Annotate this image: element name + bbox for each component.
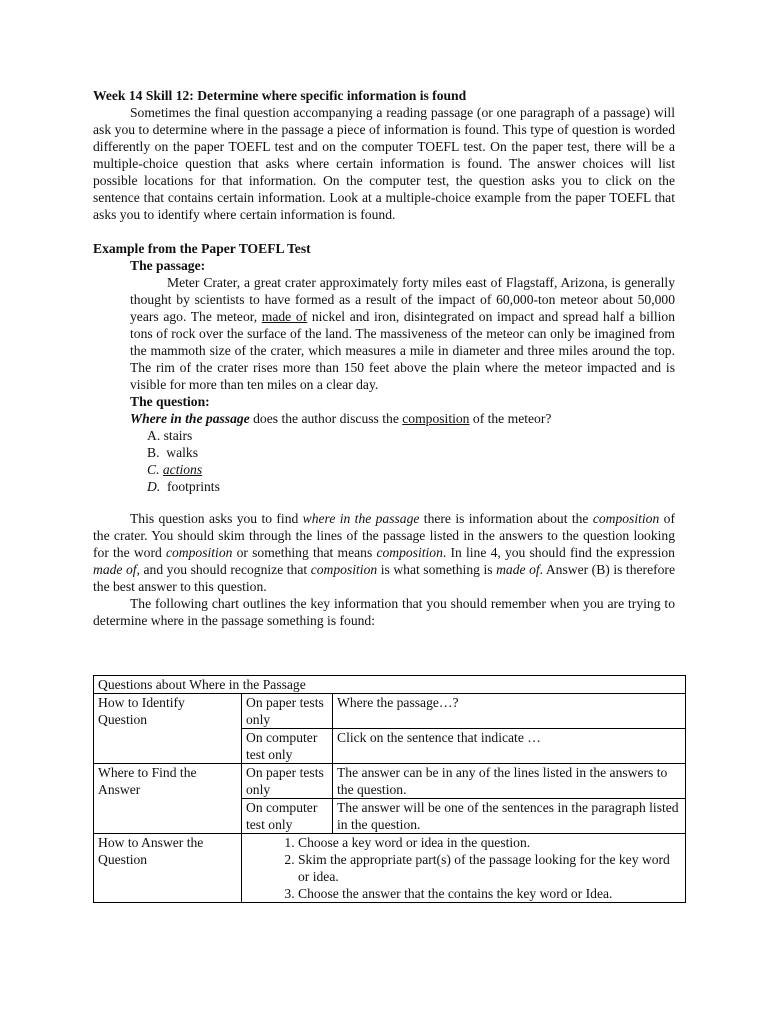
row-label-answer: How to Answer the Question	[94, 834, 242, 903]
table-row	[94, 764, 686, 799]
question-label: The question:	[130, 394, 210, 409]
passage-before: Meter Crater, a great crater approximately forty miles east of Flagstaff, Arizona, is generally thought by scientists to have formed as a result of the impact of 60,000-ton meteor about 50,000 years ago. The meteor,	[130, 275, 675, 324]
row-label-identify: How to Identify Question	[94, 694, 242, 764]
passage-underlined: made of	[261, 309, 308, 324]
info-cell: The answer will be one of the sentences in the paragraph listed in the question.	[333, 799, 686, 834]
choice-b: B. walks	[147, 445, 198, 460]
question-mid: does the author discuss the	[253, 411, 399, 426]
list-item: 3. Choose the answer that the contains the key word or Idea.	[298, 885, 681, 902]
document-page	[93, 87, 675, 629]
question-text	[130, 410, 675, 427]
question-emph: Where in the passage	[130, 411, 250, 426]
question-underlined: composition	[402, 411, 470, 426]
table-row	[94, 834, 686, 903]
table-row	[94, 694, 686, 729]
chart-header-row	[94, 676, 686, 694]
key-info-chart	[93, 675, 686, 903]
passage-text	[130, 274, 675, 393]
chart-header: Questions about Where in the Passage	[94, 676, 686, 694]
answer-steps	[246, 834, 681, 902]
intro-paragraph: Sometimes the final question accompanying a reading passage (or one paragraph of a passage) will ask you to determine where in the passage a piece of information is found. This type of question is worded differently on the paper TOEFL test and on the computer TOEFL test. On the paper test, there will be a multiple-choice question that asks where certain information is found. The answer choices will list possible locations for that information. On the computer test, the question asks you to click on the sentence that contains certain information. Look at a multiple-choice example from the paper TOEFL that asks you to identify where certain information is found.	[93, 105, 675, 222]
passage-label: The passage:	[130, 258, 206, 273]
example-block	[93, 257, 675, 427]
steps-cell	[242, 834, 686, 903]
passage-after: nickel and iron, disintegrated on impact and spread half a billion tons of rock over the surface of the land. The massiveness of the meteor can only be imagined from the mammoth size of the crater, which measures a mile in diameter and three miles around the top. The rim of the crater rises more than 150 feet above the plain where the meteor impacted and is visible for more than ten miles on a clear day.	[130, 309, 675, 392]
answer-choices	[93, 427, 675, 495]
list-item: 2. Skim the appropriate part(s) of the passage looking for the key word or idea.	[298, 851, 681, 885]
choice-c: C. actions	[147, 462, 203, 477]
info-cell: The answer can be in any of the lines listed in the answers to the question.	[333, 764, 686, 799]
row-label-find: Where to Find the Answer	[94, 764, 242, 834]
explanation-paragraph: This question asks you to find where in the passage there is information about the composition of the crater. You should skim through the lines of the passage listed in the answers to the question looking for the word composition or something that means composition. In line 4, you should find the expression made of, and you should recognize that composition is what something is made of. Answer (B) is therefore the best answer to this question.	[93, 511, 675, 594]
example-heading: Example from the Paper TOEFL Test	[93, 241, 311, 256]
mode-cell: On computer test only	[242, 729, 333, 764]
choice-d: D. footprints	[147, 479, 220, 494]
mode-cell: On paper tests only	[242, 764, 333, 799]
mode-cell: On computer test only	[242, 799, 333, 834]
info-cell: Click on the sentence that indicate …	[333, 729, 686, 764]
choice-a: A. stairs	[147, 428, 193, 443]
spacer	[93, 223, 675, 240]
mode-cell: On paper tests only	[242, 694, 333, 729]
page-title: Week 14 Skill 12: Determine where specific information is found	[93, 88, 467, 103]
chart-intro-paragraph: The following chart outlines the key information that you should remember when you are trying to determine where in the passage something is found:	[93, 596, 675, 628]
list-item: 1. Choose a key word or idea in the question.	[298, 834, 681, 851]
question-end: of the meteor?	[472, 411, 552, 426]
info-cell: Where the passage…?	[333, 694, 686, 729]
